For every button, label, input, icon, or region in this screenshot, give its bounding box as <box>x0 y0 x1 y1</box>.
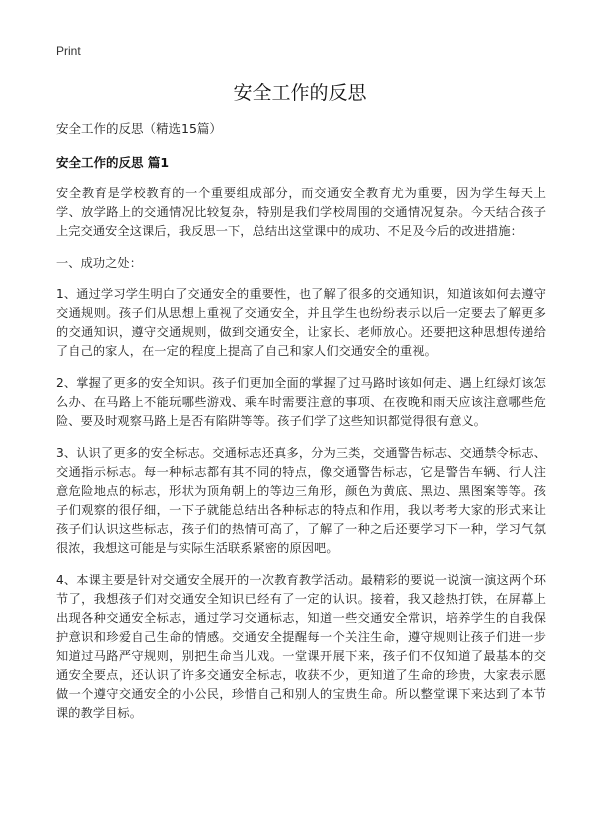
paragraph-point-3: 3、认识了更多的安全标志。交通标志还真多，分为三类，交通警告标志、交通禁令标志、交通指示标志。每一种标志都有其不同的特点，像交通警告标志，它是警告车辆、行人注意危险地点的标志，形状为顶角朝上的等边三角形，颜色为黄底、黑边、黑图案等等。孩子们观察的很仔细，一下子就能总结出各种标志的特点和作用，我以考考大家的形式来让孩子们认识这些标志，孩子们的热情可高了，了解了一种之后还要学习下一种，学习气氛很浓，我想这可能是与实际生活联系紧密的原因吧。 <box>56 446 546 555</box>
paragraph-success-heading: 一、成功之处： <box>56 256 143 270</box>
document-subtitle: 安全工作的反思（精选15篇） <box>56 121 222 136</box>
paragraph-point-1: 1、通过学习学生明白了交通安全的重要性，也了解了很多的交通知识，知道该如何去遵守交通规则。孩子们从思想上重视了交通安全，并且学生也纷纷表示以后一定要去了解更多的交通知识，遵守交通规则，做到交通安全，让家长、老师放心。还要把这种思想传递给了自己的家人，在一定的程度上提高了自己和家人们交通安全的重视。 <box>56 287 546 358</box>
document-body <box>56 119 546 736</box>
print-link[interactable]: Print <box>56 44 81 58</box>
paragraph-point-4: 4、本课主要是针对交通安全展开的一次教育教学活动。最精彩的要说一说演一演这两个环节了，我想孩子们对交通安全知识已经有了一定的认识。接着，我又趁热打铁，在屏幕上出现各种交通安全标志，通过学习交通标志，知道一些交通安全常识，培养学生的自我保护意识和珍爱自己生命的情感。交通安全提醒每一个关注生命，遵守规则让孩子们进一步知道过马路严守规则，别把生命当儿戏。一堂课开展下来，孩子们不仅知道了最基本的交通安全要点，还认识了许多交通安全标志，收获不少，更知道了生命的珍贵，大家表示愿做一个遵守交通安全的小公民，珍惜自己和别人的宝贵生命。所以整堂课下来达到了本节课的教学目标。 <box>56 573 546 720</box>
section-heading: 安全工作的反思 篇1 <box>56 155 170 170</box>
paragraph-intro: 安全教育是学校教育的一个重要组成部分，而交通安全教育尤为重要，因为学生每天上学、放学路上的交通情况比较复杂，特别是我们学校周围的交通情况复杂。今天结合孩子上完交通安全这课后，我反思一下，总结出这堂课中的成功、不足及今后的改进措施： <box>56 186 546 238</box>
page-title: 安全工作的反思 <box>233 82 367 104</box>
paragraph-point-2: 2、掌握了更多的安全知识。孩子们更加全面的掌握了过马路时该如何走、遇上红绿灯该怎么办、在马路上不能玩哪些游戏、乘车时需要注意的事项、在夜晚和雨天应该注意哪些危险、要及时观察马路上是否有陷阱等等。孩子们学了这些知识都觉得很有意义。 <box>56 376 546 428</box>
